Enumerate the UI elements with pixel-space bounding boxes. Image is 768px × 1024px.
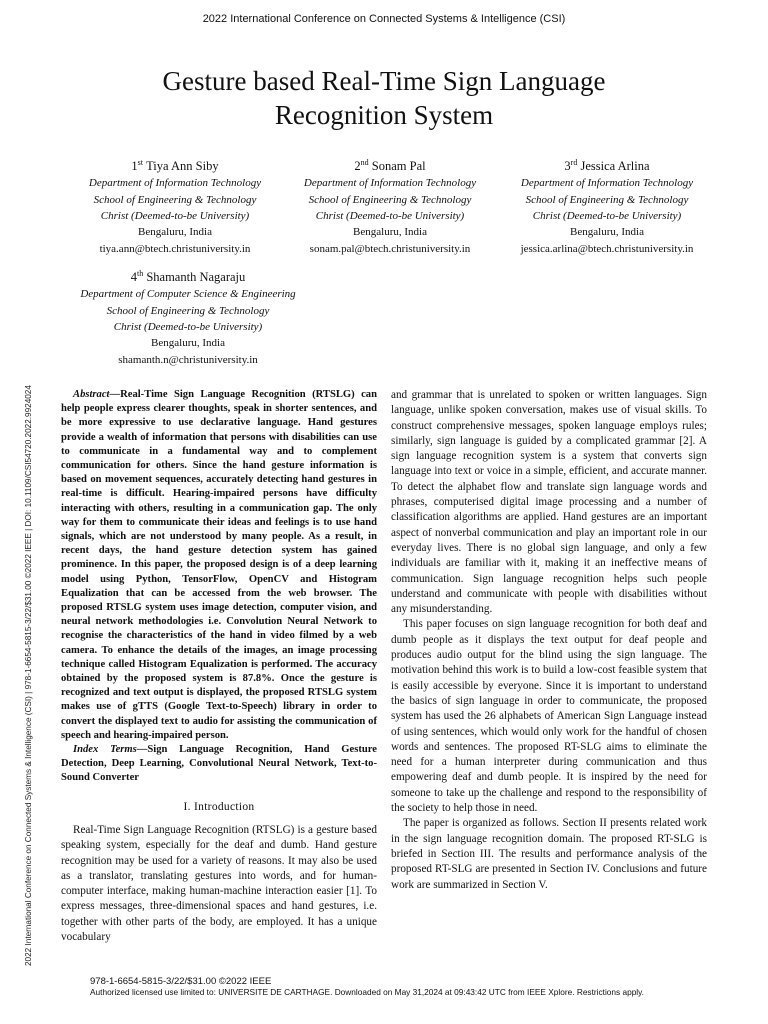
paper-title [60,64,708,132]
intro-paragraph: Real-Time Sign Language Recognition (RTSLG) is a gesture based speaking system, especially for the deaf and dumb. Hand gesture recognition may be used for a variety of reasons. It may also be used as a translator, translating gestures into words, and for human-computer interface, making human-machine interaction easier [1]. To express messages, three-dimensional spaces and hand gestures, i.e. together with other parts of the body, are employed. It has a unique vocabulary [61,823,377,944]
author-name: 1st Tiya Ann Siby [131,158,219,174]
author-block-1 [62,155,288,257]
author-city: Bengaluru, India [570,226,644,239]
right-column [391,388,707,893]
author-email: shamanth.n@christuniversity.in [118,353,258,366]
author-university: Christ (Deemed-to-be University) [113,321,263,334]
body-paragraph-1: and grammar that is unrelated to spoken or written languages. Sign language, unlike spoken conversation, makes use of visual skills. To construct comprehensive messages, spoken language employs rules; similarly, sign language is guided by a complicated grammar [2]. A sign language recognition system is a system that converts sign language into text or voice in a simple, efficient, and accurate manner. To detect the alphabet flow and translate sign language words and phrases, computerised digital image processing and a number of classification algorithms are applied. Hand gestures are an important aspect of nonverbal communication and play an important role in our everyday lives. There is no global sign language, and only a few individuals are familiar with it, making it an ineffective means of communication. Sign language recognition helps such people understand and communicate with people with disabilities without any misunderstanding. [391,389,707,616]
author-department: Department of Information Technology [88,177,262,190]
footer-license: Authorized licensed use limited to: UNIVERSITE DE CARTHAGE. Downloaded on May 31,2024 at 09:43:42 UTC from IEEE Xplore. Restrictions apply. [90,987,644,997]
author-university: Christ (Deemed-to-be University) [315,210,465,223]
author-name: 2nd Sonam Pal [354,158,426,174]
author-name: 3rd Jessica Arlina [564,158,650,174]
author-school: School of Engineering & Technology [308,193,472,206]
side-doi-note: 2022 International Conference on Connected Systems & Intelligence (CSI) | 978-1-6654-5815-3/22/$31.00 ©2022 IEEE | DOI: 10.1109/CSI54720.2022.9924024 [24,385,33,966]
author-school: School of Engineering & Technology [93,193,257,206]
author-department: Department of Computer Science & Engineering [80,288,296,301]
author-school: School of Engineering & Technology [525,193,689,206]
body-paragraph-3: The paper is organized as follows. Section II presents related work in the sign language recognition domain. The proposed RT-SLG is briefed in Section III. The results and performance analysis of the proposed RT-SLG are presented in Section IV. Conclusions and future work are summarized in Section V. [391,817,707,891]
body-paragraph-2: This paper focuses on sign language recognition for both deaf and dumb people as it displays the text output for deaf people and produces audio output for the blind using the sign language. The motivation behind this work is to build a low-cost feasible system that is easily accessible by everyone. Since it is important to understand the basics of sign language in order to communicate, the proposed system has used the 26 alphabets of American Sign Language instead of using sentences, which would only work for the handful of chosen words and sentences. The proposed RT-SLG aims to eliminate the need for a human interpreter during communication and thus empowering deaf and dumb people. It is inspired by the need for someone to take up the challenge and respond to the responsibility of the society to help those in need. [391,618,707,815]
left-column [61,388,377,945]
author-block-3 [494,155,720,257]
author-email: tiya.ann@btech.christuniversity.in [99,242,251,255]
author-university: Christ (Deemed-to-be University) [100,210,250,223]
author-name: 4th Shamanth Nagaraju [130,269,246,285]
section-heading-introduction: I. Introduction [183,800,255,813]
author-university: Christ (Deemed-to-be University) [532,210,682,223]
abstract: Abstract—Real-Time Sign Language Recognition (RTSLG) can help people express clearer thoughts, speak in shorter sentences, and be more expressive to use declarative language. Hand gestures provide a wealth of information that persons with disabilities can use to communicate in a fundamental way and to complement communication for others. Since the hand gesture information is based on movement sequences, accurately detecting hand gestures in real-time is difficult. Hearing-impaired persons have difficulty interacting with others, resulting in a communication gap. The only way for them to communicate their ideas and feelings is to use hand signals, which are not understood by many people. As a result, in recent days, the hand gesture detection system has gained prominence. In this paper, the proposed design is of a deep learning model using Python, TensorFlow, OpenCV and Histogram Equalization that can be accessed from the web browser. The proposed RTSLG system uses image detection, computer vision, and neural network methodologies i.e. Convolution Neural Network to recognise the characteristics of the hand in video filmed by a web camera. To enhance the details of the images, an image processing technique called Histogram Equalization is performed. The accuracy obtained by the proposed system is 87.8%. Once the gesture is recognized and text output is displayed, the proposed RTSLG system makes use of gTTS (Google Text-to-Speech) library in order to convert the displayed text to audio for assisting the communication of speech and hearing-impaired person. [61,389,377,741]
author-email: sonam.pal@btech.christuniversity.in [309,242,471,255]
author-department: Department of Information Technology [303,177,477,190]
conference-header: 2022 International Conference on Connected Systems & Intelligence (CSI) [202,13,566,25]
title-line-2: Recognition System [274,100,494,130]
author-block-4 [48,266,328,368]
title-line-1: Gesture based Real-Time Sign Language [162,66,606,96]
author-block-2 [277,155,503,257]
author-city: Bengaluru, India [353,226,427,239]
footer-isbn: 978-1-6654-5815-3/22/$31.00 ©2022 IEEE [90,976,272,987]
author-email: jessica.arlina@btech.christuniversity.in [520,242,694,255]
author-city: Bengaluru, India [138,226,212,239]
author-department: Department of Information Technology [520,177,694,190]
author-school: School of Engineering & Technology [106,304,270,317]
index-terms: Index Terms—Sign Language Recognition, Hand Gesture Detection, Deep Learning, Convolutional Neural Network, Text-to-Sound Converter [61,744,377,784]
author-city: Bengaluru, India [151,337,225,350]
